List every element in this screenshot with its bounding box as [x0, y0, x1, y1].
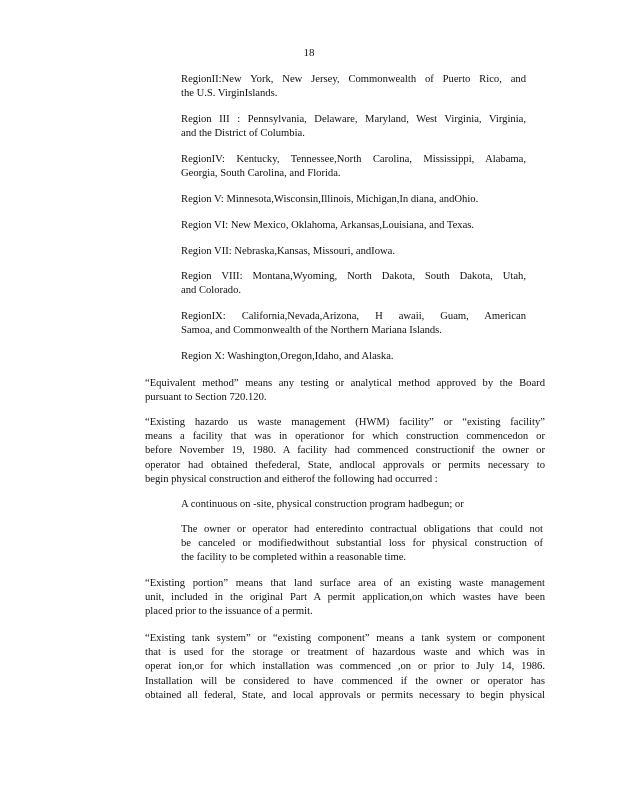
region-2: [181, 73, 526, 101]
text-line: the facility to be completed within a reasonable time.: [181, 552, 407, 564]
text-line: Samoa, and Commonwealth of the Northern Mariana Islands.: [181, 325, 442, 337]
region-9: [181, 310, 526, 338]
text-line: operat ion,or for which installation was commenced ,on or prior to July 14, 1986.: [145, 661, 545, 673]
text-line: A continuous on -site, physical construction program hadbegun; or: [181, 499, 464, 510]
region-4: [181, 153, 526, 181]
text-line: unit, included in the original Part A permit application,on which wastes have been: [145, 592, 545, 604]
text-line: placed prior to the issuance of a permit.: [145, 606, 313, 618]
region-8: [181, 270, 526, 298]
subitem-continuous-program: [181, 498, 543, 512]
text-line: “Equivalent method” means any testing or analytical method approved by the Board: [145, 378, 545, 389]
page-number: 18: [303, 47, 315, 59]
text-line: the U.S. VirginIslands.: [181, 88, 278, 100]
text-line: Region VI: New Mexico, Oklahoma, Arkansas,Louisiana, and Texas.: [181, 220, 475, 231]
text-line: “Existing portion” means that land surface area of an existing waste management: [145, 578, 545, 589]
text-line: and the District of Columbia.: [181, 128, 305, 140]
text-line: be canceled or modifiedwithout substantial loss for physical construction of: [181, 538, 543, 550]
subitem-contractual-obligations: [181, 523, 543, 566]
region-6: [181, 219, 526, 233]
definition-existing-hwm-facility: [145, 416, 545, 487]
definition-existing-portion: [145, 577, 545, 620]
text-line: begin physical construction and eitherof the following had occurred :: [145, 473, 438, 485]
text-line: obtained all federal, State, and local approvals or permits necessary to begin physical: [145, 689, 545, 701]
text-line: The owner or operator had enteredinto contractual obligations that could not: [181, 524, 543, 535]
text-line: and Colorado.: [181, 285, 242, 297]
region-5: [181, 193, 526, 207]
text-line: RegionIX: California,Nevada,Arizona, H awaii, Guam, American: [181, 311, 526, 322]
text-line: “Existing tank system” or “existing component” means a tank system or component: [145, 633, 545, 644]
text-line: pursuant to Section 720.120.: [145, 392, 267, 404]
definition-equivalent-method: [145, 377, 545, 405]
text-line: RegionII:New York, New Jersey, Commonwealth of Puerto Rico, and: [181, 74, 526, 85]
text-line: Installation will be considered to have commenced if the owner or operator has: [145, 675, 545, 687]
region-7: [181, 245, 526, 259]
region-3: [181, 113, 526, 141]
text-line: Region X: Washington,Oregon,Idaho, and Alaska.: [181, 351, 394, 362]
text-line: RegionIV: Kentucky, Tennessee,North Carolina, Mississippi, Alabama,: [181, 154, 526, 165]
text-line: Region VIII: Montana,Wyoming, North Dakota, South Dakota, Utah,: [181, 271, 526, 282]
text-line: means a facility that was in operationor for which construction commencedon or: [145, 431, 545, 443]
text-line: “Existing hazardo us waste management (HWM) facility” or “existing facility”: [145, 417, 545, 428]
text-line: before November 19, 1980. A facility had commenced constructionif the owner or: [145, 445, 545, 457]
text-line: Region III : Pennsylvania, Delaware, Maryland, West Virginia, Virginia,: [181, 114, 526, 125]
region-10: [181, 350, 526, 364]
text-line: Region V: Minnesota,Wisconsin,Illinois, Michigan,In diana, andOhio.: [181, 194, 479, 205]
text-line: that is used for the storage or treatment of hazardous waste and which was in: [145, 647, 545, 659]
text-line: Region VII: Nebraska,Kansas, Missouri, andIowa.: [181, 246, 395, 257]
text-line: operator had obtained thefederal, State, andlocal approvals or permits necessary to: [145, 459, 545, 471]
definition-existing-tank-system: [145, 632, 545, 703]
text-line: Georgia, South Carolina, and Florida.: [181, 168, 341, 180]
